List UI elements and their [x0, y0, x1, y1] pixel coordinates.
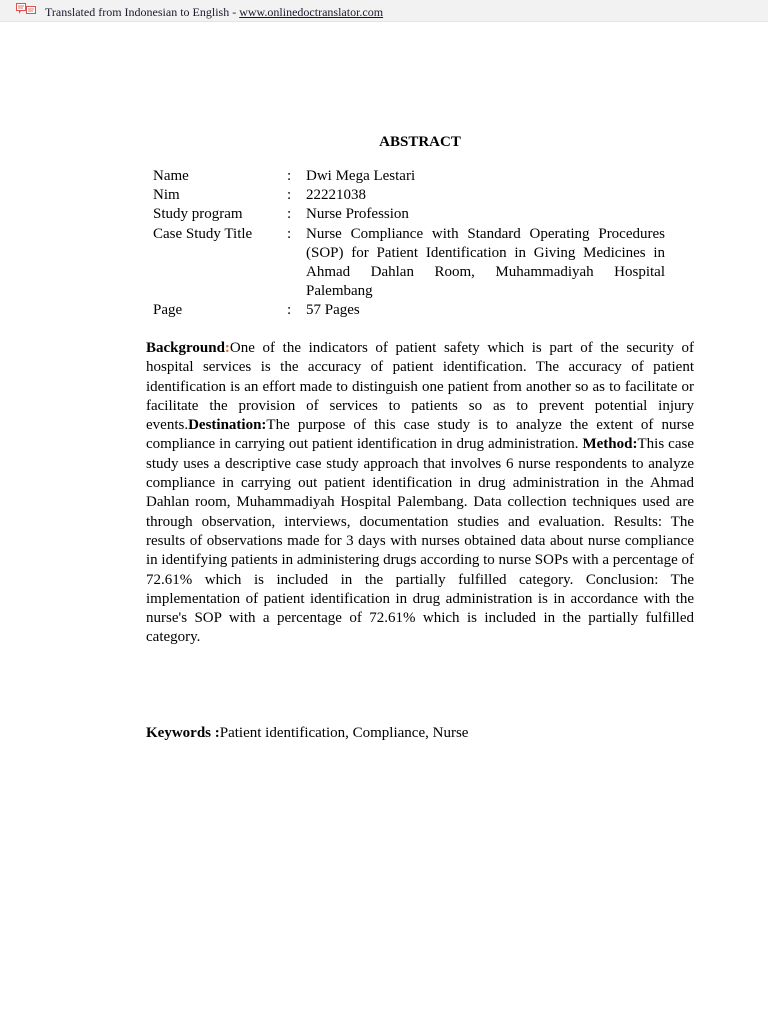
info-row-case-study-title — [153, 225, 665, 302]
info-separator: : — [287, 187, 292, 204]
keywords-label: Keywords : — [146, 725, 220, 741]
info-value: 22221038 — [306, 187, 366, 204]
translator-logo-icon — [16, 3, 36, 16]
info-separator: : — [287, 168, 292, 184]
info-label: Case Study Title — [153, 225, 253, 242]
page-title: ABSTRACT — [379, 134, 461, 150]
keywords — [146, 724, 694, 743]
translation-notice — [45, 5, 383, 19]
info-value: 57 Pages — [306, 302, 360, 319]
info-row-page — [153, 301, 665, 320]
info-separator: : — [287, 225, 292, 242]
info-label: Study program — [153, 206, 243, 223]
info-value: Dwi Mega Lestari — [306, 168, 416, 184]
translation-notice-prefix: Translated from Indonesian to English - — [45, 5, 240, 19]
info-value: Nurse Compliance with Standard Operating Procedures (SOP) for Patient Identification in Giving Medicines in Ahmad Dahlan Room, Muhammadiyah Hospital Palembang — [306, 225, 665, 300]
info-value: Nurse Profession — [306, 206, 409, 223]
info-row-nim — [153, 186, 665, 205]
info-separator: : — [287, 206, 292, 223]
info-row-name — [153, 167, 665, 186]
keywords-text: Patient identification, Compliance, Nurse — [219, 725, 469, 741]
background-label: Background — [146, 340, 225, 356]
destination-text: The purpose of this case study is to analyze the extent of nurse compliance in carrying out patient identification in drug administration. — [146, 417, 694, 453]
abstract-body — [146, 339, 694, 648]
background-colon: : — [224, 340, 230, 356]
info-row-study-program — [153, 205, 665, 224]
method-text: This case study uses a descriptive case study approach that involves 6 nurse respondents to analyze compliance in carrying out patient identification in drug administration in the Ahmad Dahlan room, Muhammadiyah Hospital Palembang. Data collection techniques used are through observation, interviews, documentation studies and evaluation. Results: The results of observations made for 3 days with nurses obtained data about nurse compliance in identifying patients in administering drugs according to nurse SOPs with a percentage of 72.61% which is included in the partially fulfilled category. Conclusion: The implementation of patient identification in drug administration is in accordance with the nurse's SOP with a percentage of 72.61% which is included in the partially fulfilled category. — [146, 436, 694, 646]
background-text: One of the indicators of patient safety which is part of the security of hospital services is the accuracy of patient identification. The accuracy of patient identification is an effort made to distinguish one patient from another so as to facilitate or facilitate the provision of services to patients so as to prevent potential injury events. — [146, 340, 694, 434]
info-label: Nim — [153, 187, 180, 204]
translation-banner — [0, 0, 768, 22]
info-separator: : — [287, 302, 292, 319]
info-label: Page — [153, 302, 183, 319]
destination-label: Destination: — [188, 417, 267, 434]
info-label: Name — [153, 168, 189, 184]
translator-link[interactable]: www.onlinedoctranslator.com — [239, 5, 384, 19]
info-table — [153, 167, 665, 321]
method-label: Method: — [582, 436, 638, 453]
